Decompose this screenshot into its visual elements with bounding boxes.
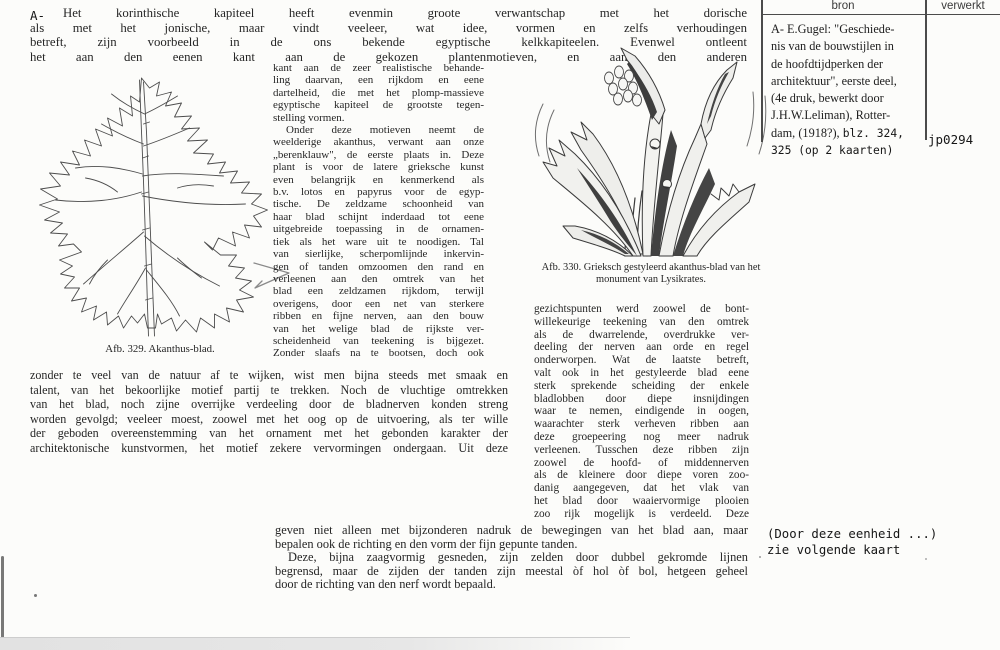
text-line: J.H.W.Leliman), Rotter- <box>771 108 891 123</box>
text-line: verleenen aan den omtrek van het <box>273 272 484 285</box>
citation-line7-serif: dam, (1918?), <box>771 125 840 140</box>
middle-column-text <box>273 62 484 360</box>
text-line: „berenklauw", de eerste plaats in. Deze <box>273 148 484 161</box>
text-line: verleenen. Tusschen deze ribben zijn <box>534 443 749 456</box>
text-line: zoowel de hoofd- of middennerven <box>534 456 749 469</box>
text-line: ribben en fijne nerven, aan den bouw <box>273 310 484 323</box>
text-line: dartelheid, die met het plomp-massieve <box>273 86 484 99</box>
text-line: (Door deze eenheid ...) <box>767 527 938 541</box>
text-line: worden gevolgd; veeleer moest, zoowel met het oog op de uitvoering, als ter wille <box>30 411 508 426</box>
bron-column-label: bron <box>831 0 855 12</box>
text-line: zoo rijk mogelijk is verdeeld. Deze <box>534 507 749 520</box>
text-line: architektonische kunstvormen, het motief zekere vervormingen ondergaan. Uit deze <box>30 440 508 455</box>
text-line: als de kleinere door diepe voren zoo- <box>534 469 749 482</box>
text-line: tiek als het ware uit te noodigen. Tal <box>273 235 484 248</box>
text-line: egyptische kapiteel de grootste tegen- <box>273 99 484 112</box>
figure-330-caption-line1: Afb. 330. Grieksch gestyleerd akanthus-blad van het <box>541 262 761 273</box>
table-left-border <box>761 0 763 142</box>
text-line: waar te nemen, eindigende in oogen, <box>534 405 749 418</box>
text-line: Onder deze motieven neemt de <box>286 124 484 137</box>
bottom-paragraph <box>275 524 748 592</box>
text-line: sterk sprekende scheiding der enkele <box>534 379 749 392</box>
text-line: van het blad, noch zijne overrijke verdeeling door de bladnerven konden streng <box>30 397 508 411</box>
citation-lines <box>771 21 929 125</box>
text-line: betreft, zijn voorbeeld in de ons bekende egyptische kelkkapiteelen. Evenwel ontleent <box>30 35 747 50</box>
text-line: van het welige blad de rijkste ver- <box>273 322 484 335</box>
text-line: Zonder slaafs na te bootsen, doch ook <box>273 347 484 360</box>
typed-card-prefix: A- <box>30 8 46 23</box>
figure-330-caption <box>526 262 776 285</box>
text-line: ling daarvan, een rijkdom en eene <box>273 74 484 87</box>
ink-speck <box>925 558 927 560</box>
text-line: bladlobben door diepe insnijdingen <box>534 392 749 405</box>
citation-line8-typed: 325 (op 2 kaarten) <box>771 144 894 158</box>
figure-330-lysikrates-acanthus <box>525 26 775 261</box>
citation-line-mixed <box>771 125 929 142</box>
text-line: begrensd, maar de zijden der tanden zijn meestal òf hol òf bol, hetgeen geheel <box>275 563 748 578</box>
text-line: gen of tanden omzoomen den rand en <box>273 260 484 273</box>
continuation-note <box>767 527 937 558</box>
ink-speck <box>34 594 37 597</box>
text-line: architektuur", eerste deel, <box>771 73 897 88</box>
scan-edge-artifact-bottom <box>0 637 630 650</box>
text-line: Het korinthische kapiteel heeft evenmin groote verwantschap met het dorische <box>63 6 747 20</box>
text-line: het blad door waaiervormige plooien <box>534 494 749 507</box>
card-code: jp0294 <box>928 132 974 147</box>
figure-329-akanthus-blad <box>27 72 273 340</box>
text-line: der geboden overeenstemming van het ornament met het gebonden karakter der <box>30 426 508 440</box>
citation-text <box>771 21 929 159</box>
text-line: het aan den eenen kant aan de gekozen plantenmotieven, en aan den anderen <box>30 49 747 64</box>
text-line: zie volgende kaart <box>767 542 901 557</box>
stylized-acanthus-engraving-icon <box>525 26 775 261</box>
text-line: blad een zeldzamen rijkdom, terwijl <box>273 285 484 298</box>
figure-330-caption-line2: monument van Lysikrates. <box>596 273 706 285</box>
text-line: even belangrijk en kenmerkend als <box>273 173 484 186</box>
text-line: deeling der nerven aan orde en regel <box>534 341 749 354</box>
text-line: overigens, door een net van sterkere <box>273 297 484 310</box>
text-line: van sierlijke, scherpomlijnde inkervin- <box>273 248 484 261</box>
text-line: valt ook in het gestyleerde blad eene <box>534 366 749 379</box>
text-line: onderworpen. Wat de laatste betreft, <box>534 354 749 367</box>
left-text-block <box>30 368 508 455</box>
table-header-rule <box>761 14 1000 16</box>
verwerkt-column-label: verwerkt <box>941 0 985 12</box>
ink-speck <box>759 556 761 558</box>
text-line: plant is voor de latere grieksche kunst <box>273 161 484 174</box>
text-line: waarachter sterk verheven ribben aan <box>534 418 749 431</box>
text-line: talent, van het bekoorlijke motief partij te trekken. Noch de vluchtige omtrekken <box>30 382 508 397</box>
text-line: uitgebreide toepassing in de ornamen- <box>273 223 484 236</box>
text-line: als met het jonische, maar vindt veeleer, wat idee, vormen en zelfs verhoudingen <box>30 20 747 35</box>
text-line: (4e druk, bewerkt door <box>771 91 884 106</box>
text-line: bepalen ook de richting en den vorm der fijn gepunte tanden. <box>275 536 578 551</box>
text-line: door de richting van den nerf wordt bepaald. <box>275 577 496 592</box>
text-line: stelling vormen. <box>273 111 345 124</box>
text-line: scheidenheid van teekening is bijgezet. <box>273 334 484 347</box>
scan-edge-artifact-left <box>1 556 4 638</box>
text-line: nis van de bouwstijlen in <box>771 39 894 54</box>
citation-line7-typed: blz. 324, <box>842 126 904 140</box>
text-line: gezichtspunten werd zoowel de bont- <box>534 303 749 315</box>
text-line: de hoofdtijdperken der <box>771 56 883 71</box>
text-line: deze groepeering nog meer nadruk <box>534 430 749 443</box>
text-line: als de dwarrelende, overdrukke ver- <box>534 328 749 341</box>
text-line: haar blad schijnt inderdaad tot eene <box>273 210 484 223</box>
text-line: kant aan de zeer realistische behande- <box>273 62 484 74</box>
right-column-text <box>534 303 749 521</box>
text-line: zonder te veel van de natuur af te wijken, wist men bijna steeds met smaak en <box>30 368 508 382</box>
text-line: danig aangegeven, dat het vlak van <box>534 482 749 495</box>
text-line: A- E.Gugel: "Geschiede- <box>771 22 895 36</box>
text-line: Deze, bijna zaagvormig gesneden, zijn zelden door dubbel gekromde lijnen <box>288 550 748 565</box>
figure-329-caption: Afb. 329. Akanthus-blad. <box>105 343 215 355</box>
text-line: geven niet alleen met bijzonderen nadruk de bewegingen van het blad aan, maar <box>275 523 748 537</box>
text-line: b.v. lotos en papyrus voor de egyp- <box>273 186 484 199</box>
text-line: tische. De zeldzame schoonheid van <box>273 198 484 211</box>
text-line: willekeurige teekening van den omtrek <box>534 315 749 328</box>
acanthus-leaf-line-drawing-icon <box>27 72 273 340</box>
text-line: weelderige akanthus, verwant aan onze <box>273 136 484 149</box>
